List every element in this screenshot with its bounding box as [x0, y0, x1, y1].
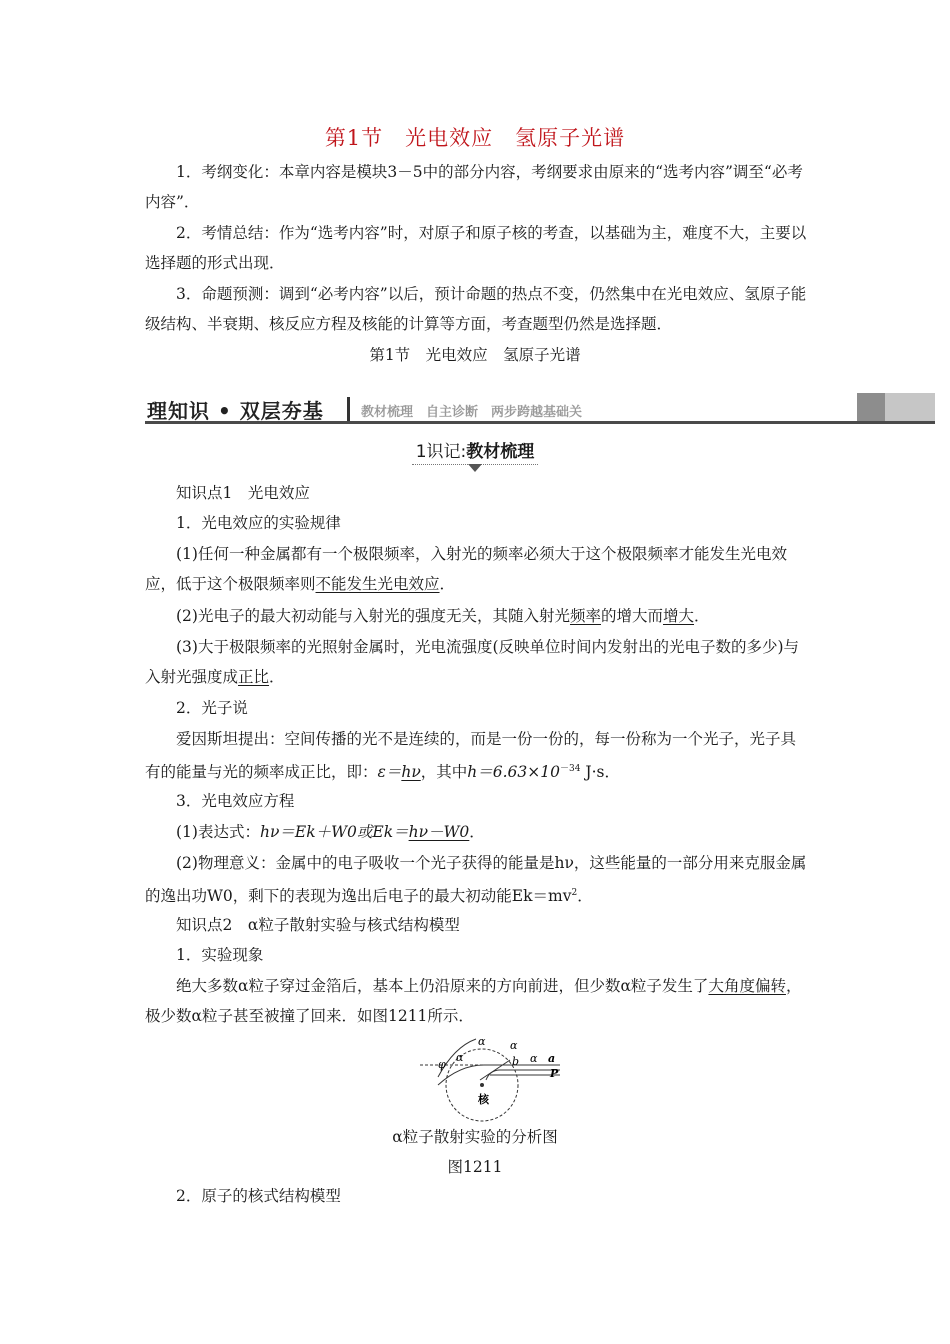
kp1-meaning: (2)物理意义：金属中的电子吸收一个光子获得的能量是hν，这些能量的一部分用来克服金属的逸出功W0，剩下的表现为逸出后电子的最大初动能$Ek=mv^2$． [145, 854, 807, 906]
nucleus-dot [480, 1083, 484, 1087]
kp1-expression: (1)表达式：hν＝Ek＋W0或Ek＝hν－W0． [176, 823, 485, 841]
blank-answer: 大角度偏转 [708, 977, 786, 995]
fig-label: α [510, 1039, 518, 1052]
banner-subheading: 教材梳理 自主诊断 两步跨越基础关 [361, 405, 583, 420]
intro-item-1: 1．考纲变化：本章内容是模块3－5中的部分内容，考纲要求由原来的“选考内容”调至“必考内容”． [145, 163, 803, 211]
kp2-s2-title: 2．原子的核式结构模型 [176, 1187, 341, 1205]
fig-label: α [456, 1051, 464, 1064]
section-subtitle: 第1节 光电效应 氢原子光谱 [369, 346, 581, 364]
banner-separator [347, 397, 350, 421]
blank-answer: hν－W0 [408, 823, 470, 841]
kp1-rule-3: (3)大于极限频率的光照射金属时，光电流强度(反映单位时间内发射出的光电子数的多少)与入射光强度成正比． [145, 638, 800, 686]
section-banner [145, 393, 935, 428]
tag-label: 教材梳理 [466, 442, 535, 462]
kp1-s3-title: 3．光电效应方程 [176, 792, 295, 810]
tag-arrow-icon [468, 464, 482, 472]
fig-label: 核 [478, 1093, 489, 1106]
kp2-s1-title: 1．实验现象 [176, 946, 264, 964]
fig-label: φ [438, 1058, 446, 1071]
blank-answer: 增大 [663, 607, 695, 625]
kp1-rule-1: (1)任何一种金属都有一个极限频率，入射光的频率必须大于这个极限频率才能发生光电效应，低于这个极限频率则不能发生光电效应． [145, 545, 787, 593]
figure-number: 图1211 [447, 1158, 503, 1176]
fig-label: α [530, 1052, 538, 1065]
banner-block-light [885, 393, 935, 421]
kp2-heading: 知识点2 α粒子散射实验与核式结构模型 [176, 916, 460, 934]
kp1-heading: 知识点1 光电效应 [176, 484, 310, 502]
intro-item-3: 3．命题预测：调到“必考内容”以后，预计命题的热点不变，仍然集中在光电效应、氢原子能级结构、半衰期、核反应方程及核能的计算等方面，考查题型仍然是选择题． [145, 285, 807, 333]
page-title: 第1节 光电效应 氢原子光谱 [324, 126, 626, 150]
kp2-phenomenon: 绝大多数α粒子穿过金箔后，基本上仍沿原来的方向前进，但少数α粒子发生了大角度偏转，极少数α粒子甚至被撞了回来．如图1211所示． [145, 977, 802, 1025]
banner-block-dark [857, 393, 885, 421]
fig-label: b [512, 1055, 520, 1068]
kp1-s2-title: 2．光子说 [176, 699, 248, 717]
intro-item-2: 2．考情总结：作为“选考内容”时，对原子和原子核的考查，以基础为主，难度不大，主要以选择题的形式出现． [145, 224, 807, 272]
figure-caption: α粒子散射实验的分析图 [392, 1128, 558, 1146]
fig-label: P [550, 1067, 559, 1080]
kp1-rule-2: (2)光电子的最大初动能与入射光的强度无关，其随入射光频率的增大而增大． [176, 607, 710, 625]
tag-number: 1识记: [415, 442, 467, 462]
blank-answer: 不能发生光电效应 [315, 575, 440, 593]
kp1-photon-text: 爱因斯坦提出：空间传播的光不是连续的，而是一份一份的，每一份称为一个光子，光子具有的能量与光的频率成正比，即：ε＝hν，其中$h=6.63\times 10^{-34}$ J·s． [145, 730, 797, 782]
blank-answer: 频率 [569, 607, 601, 625]
section-tag [0, 437, 950, 465]
fig-label: α [478, 1035, 486, 1048]
blank-answer: hν [401, 763, 421, 782]
fig-label: a [548, 1052, 556, 1065]
kp1-s1-title: 1．光电效应的实验规律 [176, 514, 341, 532]
blank-answer: 正比 [238, 668, 270, 686]
banner-heading: 理知识 • 双层夯基 [147, 399, 324, 423]
